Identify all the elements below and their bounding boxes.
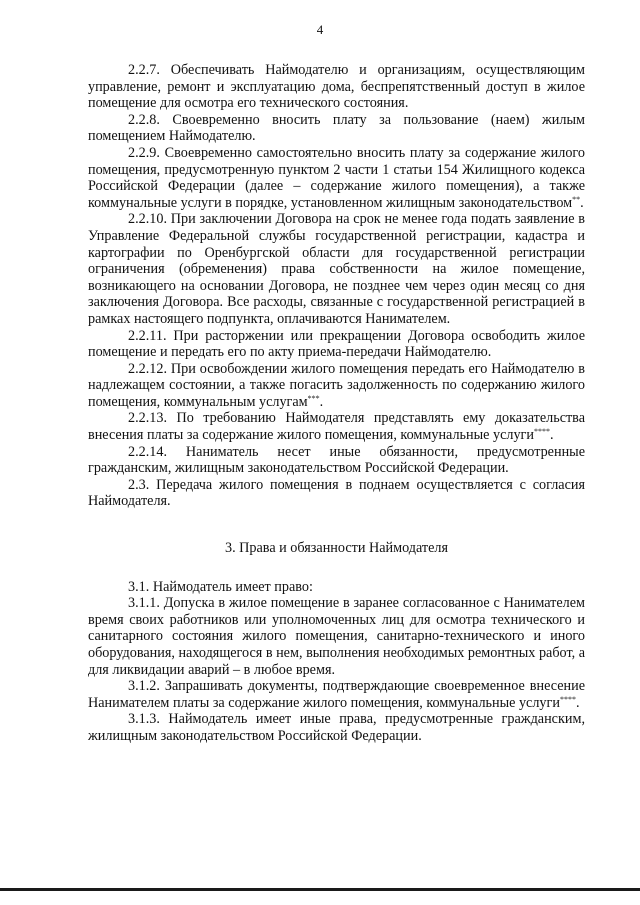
scan-bottom-edge (0, 888, 640, 891)
clause-3-1-1: 3.1.1. Допуска в жилое помещение в заранее согласованное с Нанимателем время своих работников или уполномоченных лиц для осмотра технического и санитарного состояния жилого помещения, санитарно-технического и иного оборудования, находящегося в нем, выполнения необходимых ремонтных работ, а для ликвидации аварий – в любое время. (88, 595, 585, 678)
obligations-list (88, 62, 585, 510)
footnote-marker: ** (572, 194, 581, 204)
clause-2-2-7: 2.2.7. Обеспечивать Наймодателю и организациям, осуществляющим управление, ремонт и эксплуатацию дома, беспрепятственный доступ в жилое помещение для осмотра его технического состояния. (88, 62, 585, 112)
clause-2-2-14: 2.2.14. Наниматель несет иные обязанности, предусмотренные гражданским, жилищным законодательством Российской Федерации. (88, 443, 585, 477)
footnote-marker: **** (533, 427, 550, 437)
clause-3-1-2: 3.1.2. Запрашивать документы, подтверждающие своевременное внесение Нанимателем платы за содержание жилого помещения, коммунальные услуги****. (88, 678, 585, 711)
clause-3-1-3: 3.1.3. Наймодатель имеет иные права, предусмотренные гражданским, жилищным законодательством Российской Федерации. (88, 711, 585, 744)
clause-2-2-8: 2.2.8. Своевременно вносить плату за пользование (наем) жилым помещением Наймодателю. (88, 111, 585, 145)
clause-2-2-10: 2.2.10. При заключении Договора на срок не менее года подать заявление в Управление Федеральной службы государственной регистрации, кадастра и картографии по Оренбургской области для государственной регистрации ограничения (обременения) права собственности на жилое помещение, возникающего на основании Договора, не позднее чем через один месяц со дня заключения Договора. Все расходы, связанные с государственной регистрацией в рамках настоящего подпункта, оплачиваются Нанимателем. (88, 211, 585, 327)
clause-2-2-13: 2.2.13. По требованию Наймодателя представлять ему доказательства внесения платы за содержание жилого помещения, коммунальные услуги****. (88, 410, 585, 444)
clause-2-2-9: 2.2.9. Своевременно самостоятельно вносить плату за содержание жилого помещения, предусмотренную пунктом 2 части 1 статьи 154 Жилищного кодекса Российской Федерации (далее – содержание жилого помещения), а также коммунальные услуги в порядке, установленном жилищным законодательством**. (88, 144, 585, 211)
landlord-rights-list (88, 579, 585, 745)
footnote-marker: *** (307, 393, 320, 403)
document-body (88, 62, 585, 745)
section-heading: 3. Права и обязанности Наймодателя (224, 540, 449, 557)
clause-2-3: 2.3. Передача жилого помещения в поднаем осуществляется с согласия Наймодателя. (88, 476, 585, 510)
footnote-marker: **** (559, 694, 576, 704)
clause-3-1: 3.1. Наймодатель имеет право: (128, 578, 313, 595)
clause-2-2-11: 2.2.11. При расторжении или прекращении Договора освободить жилое помещение и передать его по акту приема-передачи Наймодателю. (88, 327, 585, 361)
clause-2-2-12: 2.2.12. При освобождении жилого помещения передать его Наймодателю в надлежащем состоянии, а также погасить задолженность по содержанию жилого помещения, коммунальным услугам***. (88, 360, 585, 410)
page-number: 4 (316, 22, 324, 37)
